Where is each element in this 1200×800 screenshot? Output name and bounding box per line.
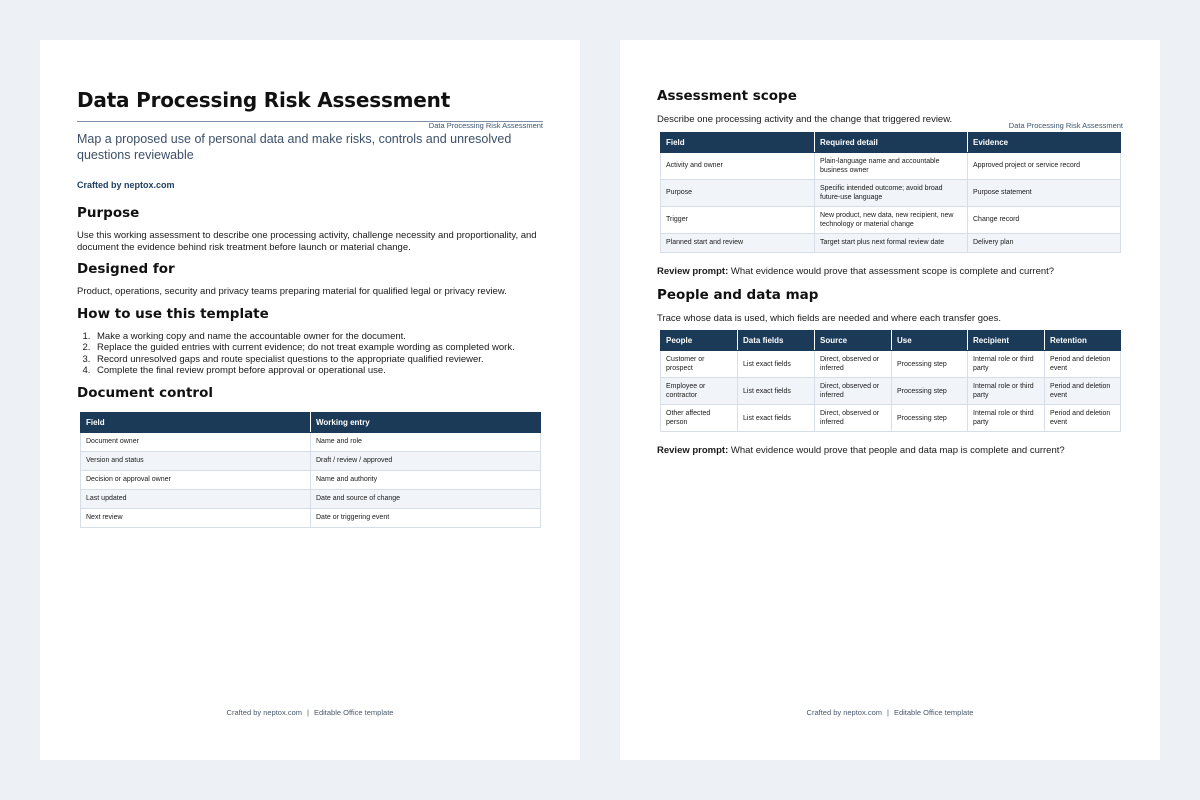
table-cell: Name and authority <box>311 470 541 489</box>
table-cell: Approved project or service record <box>968 152 1121 179</box>
table-cell: Planned start and review <box>661 233 815 252</box>
table-row <box>81 432 541 451</box>
table-cell: Purpose statement <box>968 179 1121 206</box>
table-cell: Processing step <box>892 378 968 405</box>
table-cell: Employee or contractor <box>661 378 738 405</box>
footer-separator: | <box>887 708 889 717</box>
footer-note: Editable Office template <box>313 708 394 717</box>
table-row <box>81 489 541 508</box>
people-data-map-review-prompt <box>657 445 1123 457</box>
how-to-step: 3. Record unresolved gaps and route specialist questions to the appropriate qualified reviewer. <box>93 354 543 366</box>
purpose-body: Use this working assessment to describe one processing activity, challenge necessity and proportionality, and document the evidence behind risk treatment before launch or material change. <box>77 230 537 253</box>
table-cell: Direct, observed or inferred <box>815 405 892 432</box>
table-row <box>81 451 541 470</box>
table-cell: Change record <box>968 206 1121 233</box>
purpose-heading: Purpose <box>77 205 140 221</box>
table-cell: Customer or prospect <box>661 351 738 378</box>
people-data-map-heading: People and data map <box>657 286 819 303</box>
page-footer <box>40 708 580 717</box>
table-cell: Version and status <box>81 451 311 470</box>
document-page-2 <box>620 40 1160 760</box>
document-control-heading: Document control <box>77 384 213 401</box>
assessment-scope-heading: Assessment scope <box>657 88 797 104</box>
assessment-scope-table <box>660 132 1121 253</box>
table-cell: Internal role or third party <box>968 405 1045 432</box>
how-to-step: 2. Replace the guided entries with current evidence; do not treat example wording as completed work. <box>93 342 543 354</box>
document-page-1 <box>40 40 580 760</box>
table-row <box>661 179 1121 206</box>
table-cell: Processing step <box>892 351 968 378</box>
column-header: People <box>661 331 738 351</box>
column-header: Field <box>661 132 815 152</box>
table-cell: Period and deletion event <box>1045 378 1121 405</box>
table-row <box>661 233 1121 252</box>
table-cell: Plain-language name and accountable business owner <box>815 152 968 179</box>
document-title: Data Processing Risk Assessment <box>77 88 543 122</box>
footer-crafted: Crafted by neptox.com <box>806 708 882 717</box>
assessment-scope-review-prompt <box>657 266 1123 278</box>
table-cell: Name and role <box>311 432 541 451</box>
table-cell: Delivery plan <box>968 233 1121 252</box>
document-subtitle: Map a proposed use of personal data and make risks, controls and unresolved questions reviewable <box>77 132 512 162</box>
people-data-map-intro: Trace whose data is used, which fields are needed and where each transfer goes. <box>657 312 1001 324</box>
table-cell: Last updated <box>81 489 311 508</box>
table-cell: Direct, observed or inferred <box>815 378 892 405</box>
table-cell: Document owner <box>81 432 311 451</box>
column-header: Recipient <box>968 331 1045 351</box>
review-prompt-label: Review prompt: <box>657 445 729 456</box>
table-cell: Date or triggering event <box>311 508 541 527</box>
people-data-map-table <box>660 330 1121 432</box>
table-cell: Purpose <box>661 179 815 206</box>
review-prompt-text: What evidence would prove that assessment scope is complete and current? <box>730 265 1055 277</box>
table-cell: Target start plus next formal review date <box>815 233 968 252</box>
table-cell: Trigger <box>661 206 815 233</box>
table-row <box>81 508 541 527</box>
review-prompt-label: Review prompt: <box>657 265 729 277</box>
assessment-scope-intro: Describe one processing activity and the change that triggered review. <box>657 114 953 125</box>
table-cell: Other affected person <box>661 405 738 432</box>
column-header: Field <box>81 412 311 432</box>
footer-crafted: Crafted by neptox.com <box>226 708 302 717</box>
page-1-content <box>77 88 543 528</box>
column-header: Required detail <box>815 132 968 152</box>
running-header: Data Processing Risk Assessment <box>1008 121 1123 130</box>
footer-note: Editable Office template <box>893 708 974 717</box>
table-header-row <box>661 331 1121 351</box>
table-cell: Processing step <box>892 405 968 432</box>
table-cell: List exact fields <box>738 351 815 378</box>
table-cell: Period and deletion event <box>1045 405 1121 432</box>
table-cell: New product, new data, new recipient, new technology or material change <box>815 206 968 233</box>
column-header: Source <box>815 331 892 351</box>
crafted-by-label: Crafted by neptox.com <box>77 180 175 190</box>
table-row <box>81 470 541 489</box>
table-row <box>661 206 1121 233</box>
table-row <box>661 351 1121 378</box>
table-cell: Activity and owner <box>661 152 815 179</box>
footer-separator: | <box>307 708 309 717</box>
table-cell: List exact fields <box>738 378 815 405</box>
running-header: Data Processing Risk Assessment <box>428 121 543 130</box>
table-cell: Decision or approval owner <box>81 470 311 489</box>
column-header: Retention <box>1045 331 1121 351</box>
designed-for-heading: Designed for <box>77 261 175 277</box>
table-row <box>661 405 1121 432</box>
designed-for-body: Product, operations, security and privacy teams preparing material for qualified legal or privacy review. <box>77 286 507 297</box>
column-header: Data fields <box>738 331 815 351</box>
table-cell: Direct, observed or inferred <box>815 351 892 378</box>
column-header: Evidence <box>968 132 1121 152</box>
how-to-heading: How to use this template <box>77 305 269 322</box>
document-control-table <box>80 412 541 528</box>
how-to-step: 4. Complete the final review prompt before approval or operational use. <box>93 365 543 377</box>
table-cell: Specific intended outcome; avoid broad future-use language <box>815 179 968 206</box>
table-cell: Next review <box>81 508 311 527</box>
table-row <box>661 378 1121 405</box>
table-cell: Date and source of change <box>311 489 541 508</box>
how-to-steps <box>77 331 543 377</box>
review-prompt-text: What evidence would prove that people and data map is complete and current? <box>730 445 1065 456</box>
page-2-content <box>657 88 1123 457</box>
table-cell: List exact fields <box>738 405 815 432</box>
table-cell: Internal role or third party <box>968 351 1045 378</box>
table-header-row <box>661 132 1121 152</box>
table-cell: Period and deletion event <box>1045 351 1121 378</box>
table-cell: Internal role or third party <box>968 378 1045 405</box>
page-footer <box>620 708 1160 717</box>
table-header-row <box>81 412 541 432</box>
column-header: Use <box>892 331 968 351</box>
column-header: Working entry <box>311 412 541 432</box>
how-to-step: 1. Make a working copy and name the accountable owner for the document. <box>93 331 543 343</box>
table-cell: Draft / review / approved <box>311 451 541 470</box>
table-row <box>661 152 1121 179</box>
